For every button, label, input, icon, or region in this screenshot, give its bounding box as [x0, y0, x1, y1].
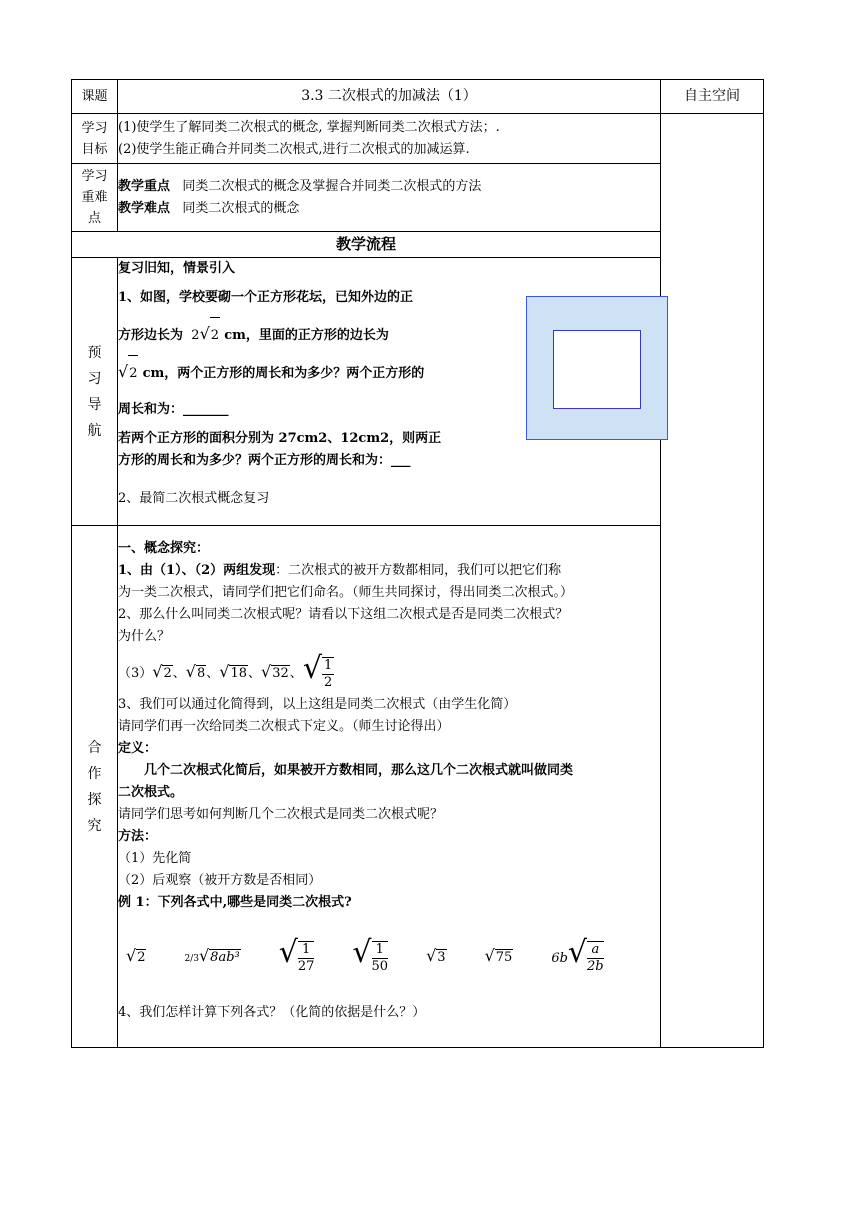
lesson-plan-table — [71, 79, 764, 1048]
self-study-space-label: 自主空间 — [661, 80, 764, 114]
focus-text: 同类二次根式的概念及掌握合并同类二次根式的方法 — [182, 178, 482, 194]
sqrt-expression: 2√2 — [191, 328, 220, 343]
preview-content — [118, 258, 661, 526]
example-expressions: √2 2/3√8ab³ √ $\frac{1}{27}$ √ $\frac{1}{50}$ √3 √75 6b√ $\frac{a}{2b}$ — [126, 934, 604, 975]
goal-item: (1)使学生了解同类二次根式的概念, 掌握判断同类二次根式方法；. — [118, 119, 500, 135]
explore-content: 一、概念探究： 1、由（1）、（2）两组发现：二次根式的被开方数都相同，我们可以把它们称 为一类二次根式，请同学们把它们命名。（师生共同探讨，得出同类二次根式。） 2、那么什么叫同类二次根式呢？请看以下这组二次根式是否是同类二次根式？ 为什么？ （3） √2 、 √8 、 √18 、 √32 、 √ $\frac{1}{2}$ 3、我们可以通过化简得到，以上这组是同类二次根式（由学生化简） 请同学们再一次给同类二次根式下定义。（师生讨论得出） 定义： 几个二次根式化简后，如果被开方数相同，那么这几个二次根式就叫做同类 二次根式。 请同学们思考如何判断几个二次根式是同类二次根式呢？ 方法： （1）先化简 （2）后观察（被开方数是否相同） 例 1：下列各式中,哪些是同类二次根式? √2 2/3√8ab³ √ $\frac{1}{27}$ √ $\frac{1}{50}$ √3 √75 6b√ $\frac{a}{2b}$ 4、我们怎样计算下列各式？（化简的依据是什么？） — [118, 526, 661, 1048]
sqrt-expression: √2 — [118, 366, 138, 381]
preview-heading: 复习旧知，情景引入 — [118, 261, 236, 276]
lesson-title: 3.3 二次根式的加减法（1） — [118, 80, 661, 114]
keypoints-label: 学习 重难 点 — [72, 164, 118, 232]
outer-square-figure — [526, 296, 668, 440]
goals-label: 学习 目标 — [72, 114, 118, 164]
difficulty-label: 教学难点 — [118, 200, 171, 216]
difficulty-text: 同类二次根式的概念 — [182, 200, 300, 216]
inner-square-figure — [553, 330, 641, 409]
explore-s4: 4、我们怎样计算下列各式？（化简的依据是什么？） — [118, 1005, 426, 1020]
preview-p2-a: 若两个正方形的面积分别为 27cm2、12cm2，则两正 — [118, 431, 442, 446]
self-study-space — [661, 114, 764, 1048]
keypoints-content — [118, 164, 661, 232]
topic-label: 课题 — [72, 80, 118, 114]
preview-p2-b: 方形的周长和为多少？两个正方形的周长和为：___ — [118, 453, 411, 468]
preview-label: 预 习 导 航 — [72, 258, 118, 526]
focus-label: 教学重点 — [118, 178, 171, 194]
explore-label: 合 作 探 究 — [72, 526, 118, 1048]
goal-item: (2)使学生能正确合并同类二次根式,进行二次根式的加减运算. — [118, 141, 470, 157]
preview-p1: 1、如图，学校要砌一个正方形花坛，已知外边的正 方形边长为 2√2 cm，里面的正方形的边长为 √2 cm，两个正方形的周长和为多少？两个正方形的 周长和为：_______ — [118, 290, 425, 417]
flow-title: 教学流程 — [72, 232, 661, 258]
goals-content — [118, 114, 661, 164]
preview-p3: 2、最简二次根式概念复习 — [118, 491, 270, 506]
explore-heading: 一、概念探究： — [118, 541, 210, 556]
radical-list: （3） √2 、 √8 、 √18 、 √32 、 √ $\frac{1}{2}$ — [118, 650, 333, 691]
